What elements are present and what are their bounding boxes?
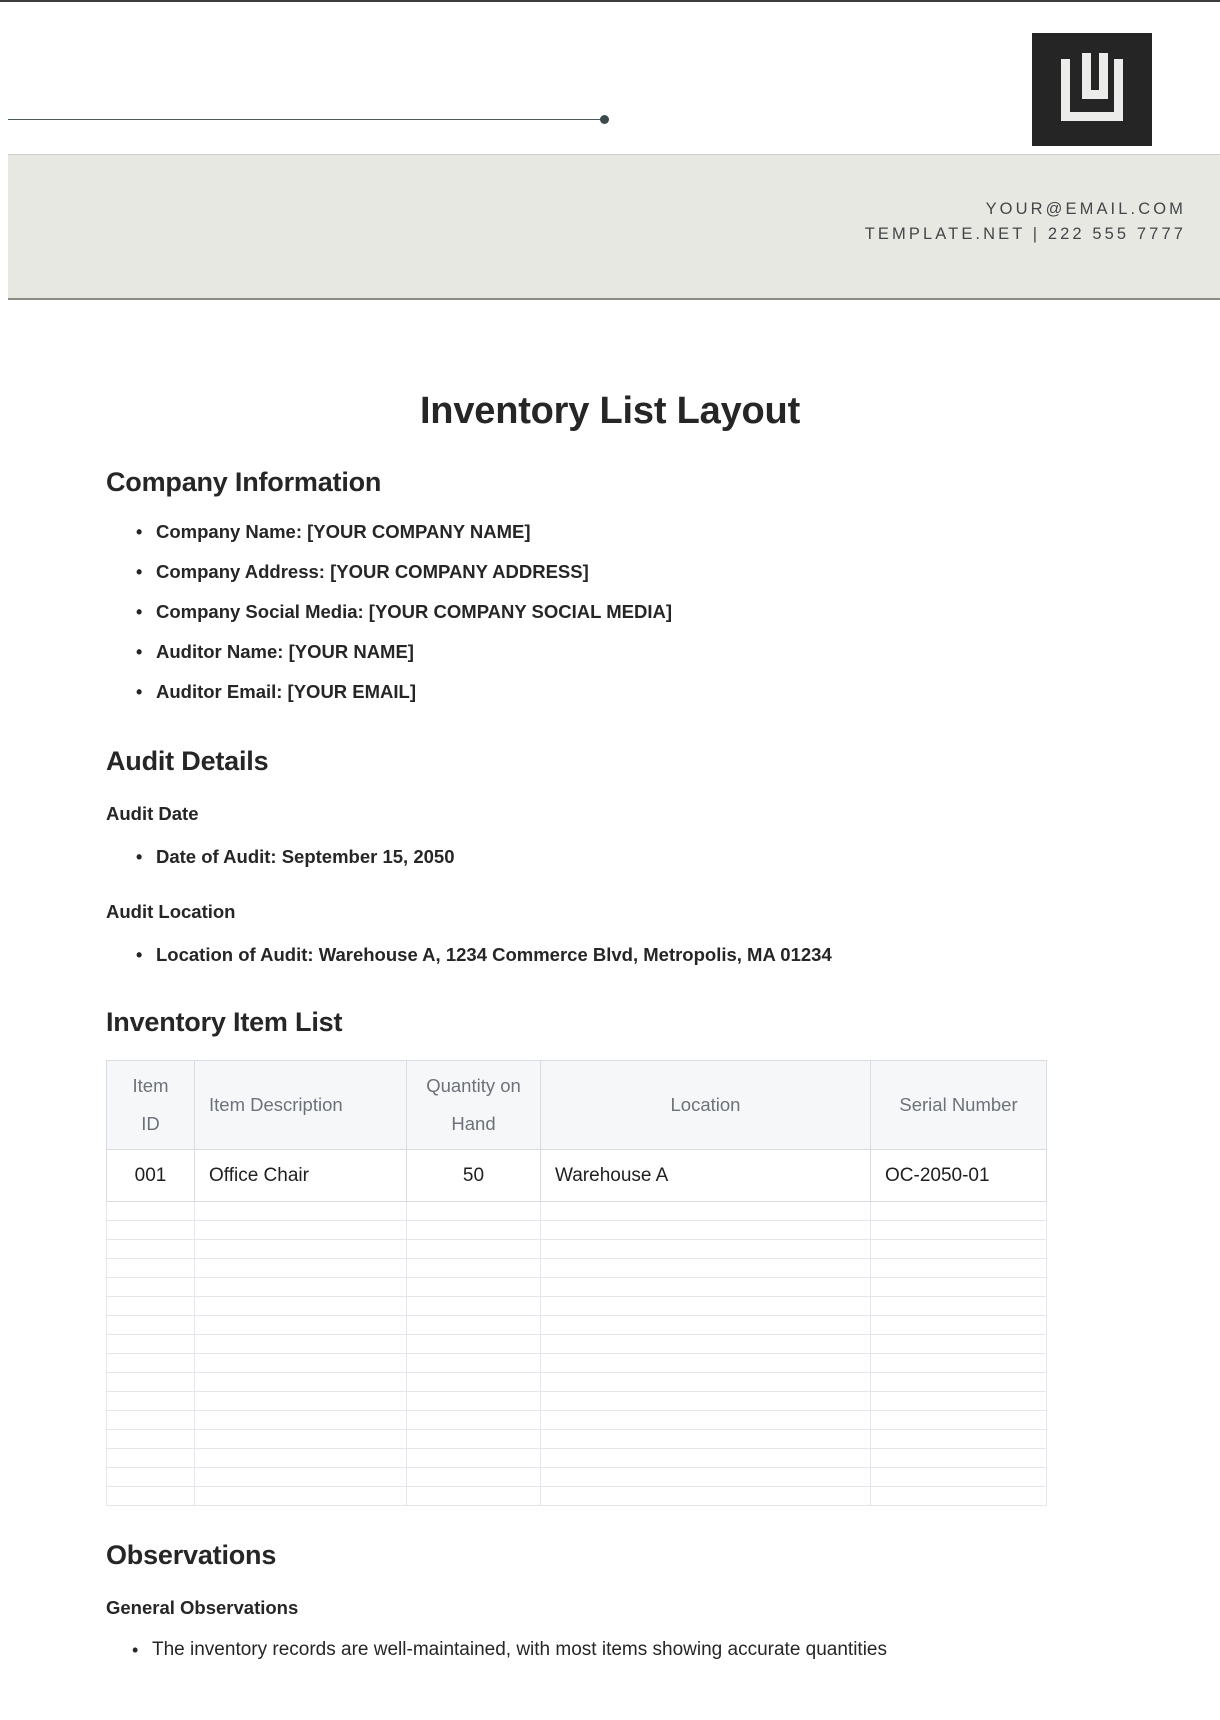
cell-blank — [195, 1240, 407, 1259]
cell-blank — [107, 1354, 195, 1373]
subheading-audit-location: Audit Location — [106, 901, 236, 922]
inventory-table — [106, 1060, 1047, 1506]
cell-blank — [541, 1392, 871, 1411]
table-row-blank — [107, 1316, 1047, 1335]
cell-blank — [541, 1278, 871, 1297]
cell-blank — [107, 1449, 195, 1468]
cell-blank — [871, 1392, 1047, 1411]
cell-blank — [195, 1449, 407, 1468]
cell-blank — [107, 1411, 195, 1430]
contact-lines — [865, 197, 1186, 247]
table-row-blank — [107, 1259, 1047, 1278]
cell-blank — [107, 1335, 195, 1354]
cell-blank — [107, 1487, 195, 1506]
table-header-row — [107, 1061, 1047, 1150]
company-information-list — [106, 512, 1114, 712]
cell-blank — [195, 1278, 407, 1297]
cell-blank — [541, 1335, 871, 1354]
list-item: • Company Address: [YOUR COMPANY ADDRESS] — [136, 552, 1114, 592]
decorative-connector-dot — [600, 115, 609, 124]
cell-blank — [107, 1316, 195, 1335]
subheading-audit-date: Audit Date — [106, 803, 199, 824]
column-header-quantity-on-hand: Quantity on Hand — [407, 1061, 541, 1150]
column-header-serial-number: Serial Number — [871, 1061, 1047, 1150]
cell-blank — [871, 1449, 1047, 1468]
cell-blank — [195, 1354, 407, 1373]
table-row-blank — [107, 1221, 1047, 1240]
table-row-blank — [107, 1430, 1047, 1449]
cell-blank — [871, 1297, 1047, 1316]
cell-blank — [407, 1468, 541, 1487]
cell-blank — [195, 1430, 407, 1449]
cell-blank — [107, 1202, 195, 1221]
column-header-item-id: Item ID — [107, 1061, 195, 1150]
table-row-blank — [107, 1240, 1047, 1259]
cell-item-description: Office Chair — [195, 1150, 407, 1202]
cell-blank — [871, 1202, 1047, 1221]
cell-blank — [195, 1411, 407, 1430]
column-header-item-description: Item Description — [195, 1061, 407, 1150]
cell-blank — [107, 1240, 195, 1259]
cell-blank — [407, 1335, 541, 1354]
cell-blank — [195, 1335, 407, 1354]
subheading-general-observations: General Observations — [106, 1597, 299, 1618]
cell-blank — [195, 1316, 407, 1335]
cell-blank — [541, 1259, 871, 1278]
table-row-blank — [107, 1278, 1047, 1297]
cell-blank — [107, 1430, 195, 1449]
cell-blank — [195, 1221, 407, 1240]
cell-blank — [541, 1430, 871, 1449]
heading-audit-details: Audit Details — [106, 746, 269, 776]
cell-blank — [407, 1221, 541, 1240]
page-title: Inventory List Layout — [419, 390, 801, 432]
audit-location-list — [106, 937, 1114, 973]
table-row-blank — [107, 1468, 1047, 1487]
cell-blank — [195, 1392, 407, 1411]
cell-blank — [407, 1259, 541, 1278]
cell-blank — [407, 1240, 541, 1259]
cell-blank — [195, 1259, 407, 1278]
cell-blank — [407, 1487, 541, 1506]
table-row-blank — [107, 1354, 1047, 1373]
cell-blank — [541, 1316, 871, 1335]
cell-blank — [541, 1354, 871, 1373]
cell-blank — [107, 1278, 195, 1297]
cell-blank — [871, 1354, 1047, 1373]
cell-blank — [871, 1259, 1047, 1278]
table-row-blank — [107, 1487, 1047, 1506]
list-item: • Auditor Email: [YOUR EMAIL] — [136, 672, 1114, 712]
cell-blank — [541, 1297, 871, 1316]
cell-blank — [195, 1202, 407, 1221]
cell-location: Warehouse A — [541, 1150, 871, 1202]
cell-blank — [541, 1468, 871, 1487]
general-observations-list — [106, 1633, 1114, 1667]
cell-blank — [541, 1449, 871, 1468]
cell-item-id: 001 — [107, 1150, 195, 1202]
cell-blank — [541, 1487, 871, 1506]
inventory-table-head — [107, 1061, 1047, 1150]
list-item: • Company Name: [YOUR COMPANY NAME] — [136, 512, 1114, 552]
list-item: • Date of Audit: September 15, 2050 — [136, 839, 1114, 875]
list-item: • Location of Audit: Warehouse A, 1234 Commerce Blvd, Metropolis, MA 01234 — [136, 937, 1114, 973]
cell-blank — [107, 1373, 195, 1392]
contact-site-phone: TEMPLATE.NET | 222 555 7777 — [864, 225, 1186, 243]
column-header-location: Location — [541, 1061, 871, 1150]
cell-quantity-on-hand: 50 — [407, 1150, 541, 1202]
audit-date-list — [106, 839, 1114, 875]
document-body — [0, 300, 1220, 1667]
cell-blank — [541, 1411, 871, 1430]
heading-company-information: Company Information — [106, 467, 382, 497]
list-item: • Auditor Name: [YOUR NAME] — [136, 632, 1114, 672]
cell-blank — [871, 1316, 1047, 1335]
cell-blank — [107, 1468, 195, 1487]
heading-observations: Observations — [106, 1540, 277, 1570]
cell-blank — [541, 1240, 871, 1259]
cell-blank — [871, 1278, 1047, 1297]
cell-blank — [195, 1487, 407, 1506]
table-row-blank — [107, 1373, 1047, 1392]
table-row-blank — [107, 1449, 1047, 1468]
cell-serial-number: OC-2050-01 — [871, 1150, 1047, 1202]
heading-inventory-item-list: Inventory Item List — [106, 1007, 343, 1037]
cell-blank — [541, 1202, 871, 1221]
cell-blank — [407, 1373, 541, 1392]
table-row-blank — [107, 1392, 1047, 1411]
cell-blank — [407, 1297, 541, 1316]
cell-blank — [407, 1354, 541, 1373]
logo-inner-shape — [1082, 53, 1108, 99]
inventory-table-body — [107, 1150, 1047, 1506]
table-row — [107, 1150, 1047, 1202]
cell-blank — [407, 1392, 541, 1411]
cell-blank — [407, 1411, 541, 1430]
page-top-rule — [0, 0, 1220, 2]
table-row-blank — [107, 1297, 1047, 1316]
cell-blank — [871, 1373, 1047, 1392]
cell-blank — [107, 1259, 195, 1278]
decorative-connector-line — [8, 119, 605, 120]
contact-email: YOUR@EMAIL.COM — [985, 200, 1186, 218]
cell-blank — [871, 1240, 1047, 1259]
cell-blank — [407, 1449, 541, 1468]
contact-band — [8, 154, 1220, 300]
logo-mark-icon — [1061, 59, 1123, 121]
cell-blank — [541, 1373, 871, 1392]
cell-blank — [107, 1221, 195, 1240]
cell-blank — [195, 1373, 407, 1392]
cell-blank — [195, 1468, 407, 1487]
cell-blank — [541, 1221, 871, 1240]
cell-blank — [871, 1487, 1047, 1506]
cell-blank — [407, 1202, 541, 1221]
table-row-blank — [107, 1202, 1047, 1221]
cell-blank — [407, 1316, 541, 1335]
cell-blank — [871, 1221, 1047, 1240]
cell-blank — [871, 1335, 1047, 1354]
list-item: • The inventory records are well-maintained, with most items showing accurate quantities — [132, 1633, 1114, 1667]
cell-blank — [871, 1430, 1047, 1449]
cell-blank — [407, 1430, 541, 1449]
table-row-blank — [107, 1411, 1047, 1430]
brand-logo — [1032, 33, 1152, 146]
table-row-blank — [107, 1335, 1047, 1354]
list-item: • Company Social Media: [YOUR COMPANY SOCIAL MEDIA] — [136, 592, 1114, 632]
cell-blank — [195, 1297, 407, 1316]
cell-blank — [871, 1411, 1047, 1430]
cell-blank — [107, 1297, 195, 1316]
cell-blank — [871, 1468, 1047, 1487]
cell-blank — [407, 1278, 541, 1297]
cell-blank — [107, 1392, 195, 1411]
